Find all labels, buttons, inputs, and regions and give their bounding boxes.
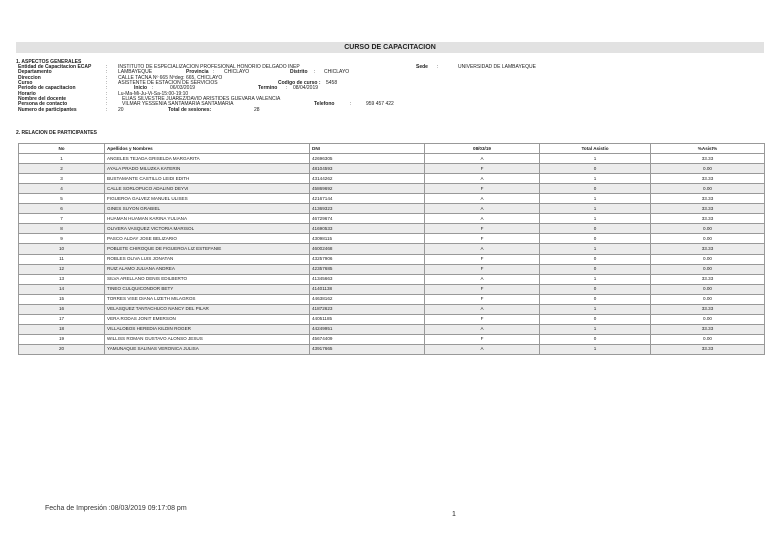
- cell-attendance: A: [425, 274, 540, 284]
- cell-no: 4: [19, 184, 105, 194]
- telefono-label: Telefono: [314, 101, 335, 108]
- participantes-value: 20: [118, 106, 124, 113]
- cell-name: OLIVERA VASQUEZ VICTORIA MARISOL: [105, 224, 310, 234]
- cell-name: VELASQUEZ TANTACHUCO NANCY DEL PILAR: [105, 304, 310, 314]
- contacto-value: VILMAR YESSENIA SANTAMARIA SANTAMARIA: [122, 101, 234, 108]
- colon: :: [106, 101, 108, 108]
- cell-no: 18: [19, 324, 105, 334]
- entidad-value: INSTITUTO DE ESPECIALIZACION PROFESIONAL HONORIO DELGADO INEP: [118, 64, 300, 70]
- cell-dni: 41401138: [310, 284, 425, 294]
- cell-name: PASCO ALDAY JOSE BELIZARIO: [105, 234, 310, 244]
- colon: :: [350, 101, 352, 108]
- cell-name: FIGUEROA GALVEZ MANUEL ULISES: [105, 194, 310, 204]
- table-row: [19, 304, 765, 314]
- cell-percent: 33.33: [651, 244, 765, 254]
- cell-no: 9: [19, 234, 105, 244]
- table-row: [19, 234, 765, 244]
- cell-percent: 33.33: [651, 304, 765, 314]
- cell-no: 2: [19, 164, 105, 174]
- colon: :: [437, 64, 439, 70]
- colon: :: [106, 64, 108, 70]
- horario-value: Lu-Ma-Mi-Ju-Vi-Sa-15:00-19:10: [118, 90, 189, 97]
- colon: :: [314, 69, 316, 76]
- cell-dni: 44638162: [310, 294, 425, 304]
- cell-percent: 0.00: [651, 284, 765, 294]
- cell-total: 1: [540, 304, 651, 314]
- cell-total: 1: [540, 204, 651, 214]
- table-row: [19, 344, 765, 354]
- cell-no: 16: [19, 304, 105, 314]
- participantes-label: Numero de participantes: [18, 106, 77, 113]
- cell-attendance: A: [425, 304, 540, 314]
- cell-attendance: A: [425, 174, 540, 184]
- cell-attendance: F: [425, 164, 540, 174]
- colon: :: [106, 69, 108, 76]
- cell-total: 1: [540, 324, 651, 334]
- provincia-value: CHICLAYO: [224, 69, 250, 76]
- cell-total: 0: [540, 264, 651, 274]
- section-participants-heading: 2. RELACION DE PARTICIPANTES: [16, 130, 97, 136]
- table-row: [19, 334, 765, 344]
- cell-percent: 0.00: [651, 294, 765, 304]
- cell-dni: 46729674: [310, 214, 425, 224]
- page-title: CURSO DE CAPACITACION: [16, 42, 764, 53]
- cell-no: 15: [19, 294, 105, 304]
- cell-total: 1: [540, 244, 651, 254]
- colon: :: [286, 85, 288, 92]
- codigo-value: 5458: [326, 80, 338, 87]
- direccion-label: Direccion: [18, 74, 41, 81]
- cell-attendance: F: [425, 294, 540, 304]
- cell-dni: 45869692: [310, 184, 425, 194]
- cell-attendance: F: [425, 254, 540, 264]
- cell-attendance: F: [425, 224, 540, 234]
- cell-name: TORRES VISE DIANA LIZETH MILAGROS: [105, 294, 310, 304]
- section-general-heading: 1. ASPECTOS GENERALES: [16, 59, 82, 65]
- cell-dni: 42167144: [310, 194, 425, 204]
- colon: :: [106, 85, 108, 92]
- cell-name: POBLETE CHIROQUE DE FIGUEROA LIZ ESTEFANIE: [105, 244, 310, 254]
- page-number: 1: [452, 511, 456, 518]
- horario-label: Horario: [18, 90, 36, 97]
- cell-total: 1: [540, 154, 651, 164]
- info-row-participantes: [16, 108, 764, 113]
- cell-attendance: F: [425, 334, 540, 344]
- col-header-percent: %Asist%: [651, 144, 765, 154]
- cell-dni: 41872623: [310, 304, 425, 314]
- cell-percent: 33.33: [651, 344, 765, 354]
- cell-dni: 44249951: [310, 324, 425, 334]
- cell-name: TINEO CULQUICONDOR BETY: [105, 284, 310, 294]
- cell-total: 1: [540, 194, 651, 204]
- cell-dni: 43917665: [310, 344, 425, 354]
- cell-name: ROBLES OLIVA LUIS JONATAN: [105, 254, 310, 264]
- cell-total: 1: [540, 274, 651, 284]
- inicio-label: Inicio: [134, 85, 148, 92]
- table-row: [19, 204, 765, 214]
- departamento-value: LAMBAYEQUE: [118, 69, 153, 76]
- colon: :: [106, 80, 108, 87]
- table-row: [19, 214, 765, 224]
- col-header-name: Apellidos y Nombres: [105, 144, 310, 154]
- col-header-date: 08/03/19: [425, 144, 540, 154]
- cell-name: BUSTAMANTE CASTILLO LEIDI EDITH: [105, 174, 310, 184]
- cell-percent: 0.00: [651, 224, 765, 234]
- table-row: [19, 184, 765, 194]
- contacto-label: Persona de contacto: [18, 101, 68, 108]
- docente-label: Nombre del docente: [18, 96, 67, 103]
- distrito-label: Distrito: [290, 69, 308, 76]
- provincia-label: Provincia: [186, 69, 209, 76]
- cell-no: 6: [19, 204, 105, 214]
- termino-value: 08/04/2019: [293, 85, 319, 92]
- cell-dni: 42696305: [310, 154, 425, 164]
- table-row: [19, 154, 765, 164]
- cell-percent: 0.00: [651, 314, 765, 324]
- cell-total: 0: [540, 184, 651, 194]
- cell-percent: 33.33: [651, 154, 765, 164]
- col-header-no: No: [19, 144, 105, 154]
- cell-total: 0: [540, 334, 651, 344]
- cell-dni: 41369323: [310, 204, 425, 214]
- cell-dni: 43257906: [310, 254, 425, 264]
- cell-name: VERA RODAS JONIT EMERSON: [105, 314, 310, 324]
- cell-name: SILVA ARELLANO DENIS EDILBERTO: [105, 274, 310, 284]
- cell-dni: 45674409: [310, 334, 425, 344]
- cell-no: 13: [19, 274, 105, 284]
- cell-attendance: A: [425, 244, 540, 254]
- distrito-value: CHICLAYO: [324, 69, 350, 76]
- cell-attendance: A: [425, 344, 540, 354]
- cell-no: 3: [19, 174, 105, 184]
- cell-name: AYALA PRADO MILUZKA KATERIN: [105, 164, 310, 174]
- cell-percent: 0.00: [651, 234, 765, 244]
- cell-dni: 46002468: [310, 244, 425, 254]
- sede-value: UNIVERSIDAD DE LAMBAYEQUE: [458, 64, 536, 70]
- cell-percent: 0.00: [651, 264, 765, 274]
- cell-name: ANGELES TEJADA GRISELDA MARGARITA: [105, 154, 310, 164]
- cell-percent: 33.33: [651, 194, 765, 204]
- cell-total: 1: [540, 174, 651, 184]
- table-row: [19, 294, 765, 304]
- departamento-label: Departamento: [18, 69, 52, 76]
- cell-no: 14: [19, 284, 105, 294]
- participants-table: [18, 143, 765, 355]
- table-row: [19, 174, 765, 184]
- table-row: [19, 284, 765, 294]
- cell-attendance: F: [425, 234, 540, 244]
- cell-dni: 43144262: [310, 174, 425, 184]
- colon: :: [213, 69, 215, 76]
- colon: :: [106, 96, 108, 103]
- periodo-label: Periodo de capacitacion: [18, 85, 76, 92]
- cell-percent: 33.33: [651, 204, 765, 214]
- cell-attendance: A: [425, 214, 540, 224]
- cell-total: 0: [540, 164, 651, 174]
- cell-percent: 33.33: [651, 214, 765, 224]
- cell-dni: 43098115: [310, 234, 425, 244]
- cell-attendance: F: [425, 284, 540, 294]
- cell-name: HUAMAN HUAMAN KARINA YULIANA: [105, 214, 310, 224]
- table-row: [19, 254, 765, 264]
- curso-value: ASISTENTE DE ESTACION DE SERVICIOS: [118, 80, 218, 87]
- cell-no: 11: [19, 254, 105, 264]
- cell-dni: 41345663: [310, 274, 425, 284]
- cell-total: 0: [540, 234, 651, 244]
- cell-attendance: F: [425, 264, 540, 274]
- table-row: [19, 314, 765, 324]
- cell-dni: 44051185: [310, 314, 425, 324]
- cell-name: RUIZ ALAMO JULIANA ANDREA: [105, 264, 310, 274]
- telefono-value: 959 457 422: [366, 101, 394, 108]
- cell-dni: 48104593: [310, 164, 425, 174]
- print-date: Fecha de Impresión :08/03/2019 09:17:08 pm: [45, 505, 187, 512]
- colon: :: [106, 74, 108, 81]
- codigo-label: Codigo de curso :: [278, 80, 321, 87]
- cell-attendance: A: [425, 324, 540, 334]
- cell-attendance: A: [425, 154, 540, 164]
- cell-name: VILLALOBOS HEREDIA KILDIN ROGER: [105, 324, 310, 334]
- cell-no: 12: [19, 264, 105, 274]
- cell-no: 1: [19, 154, 105, 164]
- col-header-total: Total Asistio: [540, 144, 651, 154]
- cell-dni: 42357685: [310, 264, 425, 274]
- cell-no: 5: [19, 194, 105, 204]
- table-row: [19, 324, 765, 334]
- table-row: [19, 194, 765, 204]
- colon: :: [106, 106, 108, 113]
- cell-total: 0: [540, 284, 651, 294]
- table-row: [19, 224, 765, 234]
- table-row: [19, 164, 765, 174]
- cell-total: 1: [540, 344, 651, 354]
- table-row: [19, 244, 765, 254]
- cell-percent: 33.33: [651, 274, 765, 284]
- cell-total: 0: [540, 294, 651, 304]
- cell-no: 19: [19, 334, 105, 344]
- colon: :: [106, 90, 108, 97]
- table-header-row: [19, 144, 765, 154]
- cell-no: 17: [19, 314, 105, 324]
- cell-percent: 33.33: [651, 324, 765, 334]
- curso-label: Curso: [18, 80, 33, 87]
- sesiones-value: 28: [254, 106, 260, 113]
- cell-name: WILLISS ROMAN GUSTAVO ALONSO JESUS: [105, 334, 310, 344]
- cell-percent: 0.00: [651, 184, 765, 194]
- cell-attendance: F: [425, 314, 540, 324]
- colon: :: [152, 85, 154, 92]
- inicio-value: 06/03/2019: [170, 85, 196, 92]
- table-row: [19, 264, 765, 274]
- cell-no: 10: [19, 244, 105, 254]
- cell-total: 0: [540, 254, 651, 264]
- termino-label: Termino: [258, 85, 278, 92]
- cell-total: 0: [540, 224, 651, 234]
- cell-attendance: A: [425, 194, 540, 204]
- table-row: [19, 274, 765, 284]
- cell-percent: 0.00: [651, 164, 765, 174]
- cell-percent: 33.33: [651, 174, 765, 184]
- cell-percent: 0.00: [651, 334, 765, 344]
- cell-no: 8: [19, 224, 105, 234]
- col-header-dni: DNI: [310, 144, 425, 154]
- cell-name: GINES SUYON GRABIEL: [105, 204, 310, 214]
- cell-no: 20: [19, 344, 105, 354]
- direccion-value: CALLE TACNA Nº 665 Nºdeg: 665, CHICLAYO: [118, 74, 223, 81]
- table-body: [19, 154, 765, 355]
- cell-percent: 0.00: [651, 254, 765, 264]
- entidad-label: Entidad de Capacitacion ECAP: [18, 64, 92, 70]
- docente-value: ELIAS SILVESTRE JUAREZ/DAVID ARISTIDES GUEVARA VALENCIA: [122, 96, 281, 103]
- cell-attendance: F: [425, 184, 540, 194]
- cell-no: 7: [19, 214, 105, 224]
- cell-total: 1: [540, 214, 651, 224]
- cell-dni: 41690533: [310, 224, 425, 234]
- general-info-block: [16, 65, 764, 113]
- cell-attendance: A: [425, 204, 540, 214]
- sesiones-label: Total de sesiones:: [168, 106, 212, 113]
- cell-total: 0: [540, 314, 651, 324]
- cell-name: YAMUNAQUE SALINAS VERONICA JULISA: [105, 344, 310, 354]
- cell-name: CALLE SORLOPUCO ADALINO DEYVI: [105, 184, 310, 194]
- sede-label: Sede: [416, 64, 428, 70]
